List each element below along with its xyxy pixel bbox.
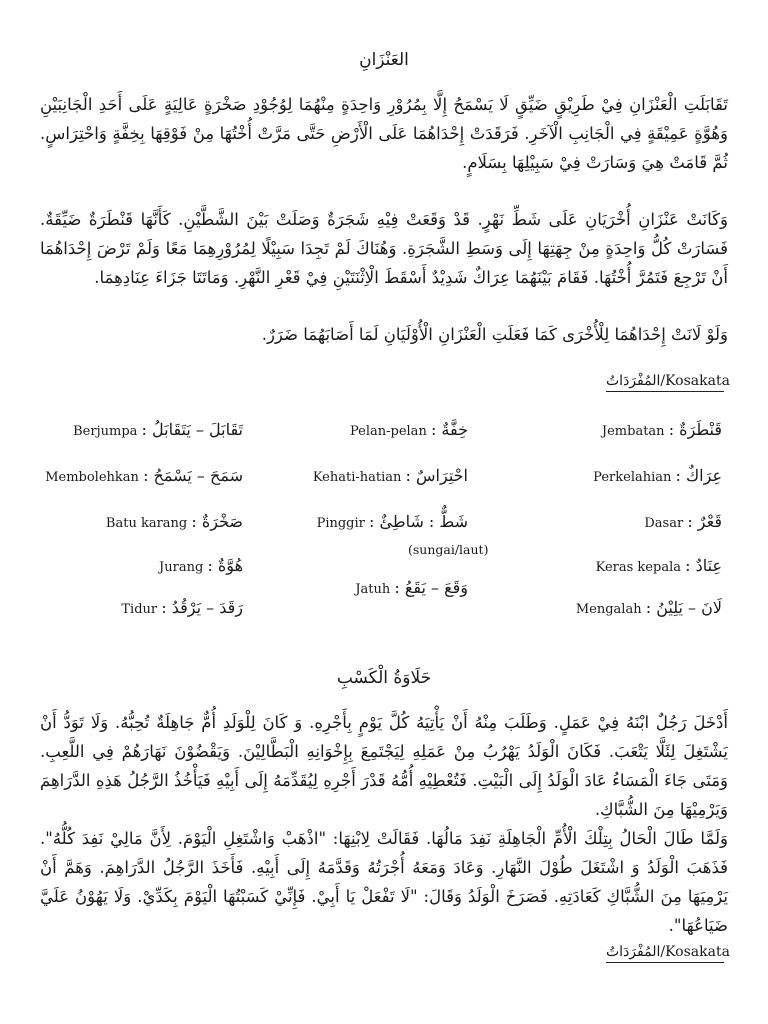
vocab-arabic: هُوَّةٌ : [207, 556, 243, 575]
vocab-item [45, 466, 243, 485]
vocab-indonesian: Jatuh [355, 582, 391, 597]
vocab-item [313, 466, 468, 485]
vocab-indonesian: Tidur [121, 602, 158, 617]
vocab-item [596, 556, 722, 575]
vocab-indonesian: Jembatan [601, 424, 665, 439]
vocab-indonesian: Dasar [644, 516, 684, 531]
vocab-arabic: احْتِرَاسٌ : [405, 466, 468, 485]
kosakata-heading: المُفْرَدَاتُ/Kosakata [606, 373, 724, 392]
vocab-indonesian: Berjumpa [73, 424, 138, 439]
vocab-note: (sungai/laut) [408, 542, 489, 557]
vocab-arabic: قَنْطَرَةٌ : [668, 420, 722, 439]
vocab-arabic: لَانَ – يَلِيْنُ : [645, 598, 722, 617]
vocab-indonesian: Batu karang [105, 516, 188, 531]
story2-paragraph-2: وَلَمَّا طَالَ الْحَالُ بِتِلْكَ الْأُمِّ الْجَاهِلَةِ نَفِدَ مَالُهَا. فَقَالَتْ لِابْنِهَا: "اذْهَبْ وَاشْتَغِلِ الْيَوْمَ. لِأَنَّ مَالِيْ نَفِدَ كُلُّهُ". فَذَهَبَ الْوَلَدُ وَ اشْتَغَلَ طُوْلَ النَّهَارِ. وَعَادَ وَمَعَهُ أُجْرَتُهُ وَقَدَّمَهُ إِلَى أَبِيْهِ. فَأَخَذَ الرَّجُلُ الدَّرَاهِمَ. وَهَمَّ أَنْ يَرْمِيَهَا مِنَ الشُّبَّاكِ كَعَادَتِهِ. فَصَرَخَ الْوَلَدُ وَقَالَ: "لَا تَفْعَلْ يَا أَبِيْ. فَإِنِّيْ كَسَبْتُهَا الْيَوْمَ بِكَدِّيْ. وَلَا يَهُوْنُ عَلَيَّ ضَيَاعُهَا". [40, 829, 728, 935]
vocab-arabic: عِنَادٌ : [685, 556, 722, 575]
vocab-item [106, 512, 243, 531]
story1-paragraph-2: وَكَانَتْ عَنْزَانِ أُخْرَيَانِ عَلَى شَطِّ نَهْرٍ. قَدْ وَقَعَتْ فِيْهِ شَجَرَةٌ وَصَلَتْ بَيْنَ الشَّطَّيْنِ. كَأَنَّهَا قَنْطَرَةٌ ضَيِّقَةٌ. فَسَارَتْ كُلُّ وَاحِدَةٍ مِنْ جِهَتِهَا إِلَى وَسَطِ الشَّجَرَةِ. وَهُنَاكَ لَمْ تَجِدَا سَبِيْلًا لِمُرُوْرِهِمَا مَعًا وَلَمْ تَرْضَ إِحْدَاهُمَا أَنْ تَرْجِعَ فَتَمُرَّ أُخْتُهَا. فَقَامَ بَيْنَهُمَا عِرَاكٌ شَدِيْدٌ أَسْقَطَ الْاِثْنَتَيْنِ فِيْ قَعْرِ النَّهْرِ. وَمَاتَتَا جَزَاءَ عِنَادِهِمَا. [40, 210, 728, 287]
vocab-indonesian: Membolehkan [45, 470, 139, 485]
vocab-indonesian: Jurang [159, 560, 204, 575]
vocab-arabic: رَقَدَ – يَرْقُدُ : [161, 598, 243, 617]
vocab-item [317, 512, 468, 531]
vocab-indonesian: Pinggir [316, 516, 365, 531]
vocab-indonesian: Mengalah [575, 602, 642, 617]
story1-paragraph-1: تَقَابَلَتِ الْعَنْزَانِ فِيْ طَرِيْقٍ ضَيِّقٍ لَا يَسْمَحُ إِلَّا بِمُرُوْرِ وَاحِدَةٍ مِنْهُمَا لِوُجُوْدِ صَخْرَةٍ عَالِيَةٍ عَلَى أَحَدِ الْجَانِبَيْنِ وَهُوَّةٍ عَمِيْقَةٍ فِي الْجَانِبِ الْآخَرِ. فَرَقَدَتْ إِحْدَاهُمَا عَلَى الْأَرْضِ حَتَّى مَرَّتْ أُخْتُهَا مِنْ فَوْقِهَا بِخِفَّةٍ وَاحْتِرَاسٍ. ثُمَّ قَامَتْ هِيَ وَسَارَتْ فِيْ سَبِيْلِهَا بِسَلَامٍ. [40, 95, 728, 172]
vocab-item [121, 598, 243, 617]
vocab-arabic: شَطٌّ : شَاطِئٌ : [369, 512, 468, 531]
vocab-item [73, 420, 243, 439]
vocab-item [350, 420, 468, 439]
vocab-item [355, 578, 468, 597]
vocab-item [159, 556, 243, 575]
vocab-item [644, 512, 722, 531]
story2-paragraph-1: أَدْخَلَ رَجُلٌ ابْنَهُ فِيْ عَمَلٍ. وَطَلَبَ مِنْهُ أَنْ يَأْتِيَهُ كُلَّ يَوْمٍ بِأَجْرِهِ. وَ كَانَ لِلْوَلَدِ أُمٌّ جَاهِلَةٌ تُحِبُّهُ. وَلَا تَوَدُّ أَنْ يَشْتَغِلَ لِئَلَّا يَتْعَبَ. فَكَانَ الْوَلَدُ يَهْرُبُ مِنْ عَمَلِهِ لِيَجْتَمِعَ بِإِخْوَانِهِ الْبَطَّالِيْنَ. وَيَقْضُوْنَ نَهَارَهُمْ فِي اللَّعِبِ. وَمَتَى جَاءَ الْمَسَاءُ عَادَ الْوَلَدُ إِلَى الْبَيْتِ. فَتُعْطِيْهِ أُمُّهُ قَدْرَ أَجْرِهِ لِيُقَدِّمَهُ إِلَى أَبِيْهِ فَيَأْخُذُ الرَّجُلُ هَذِهِ الدَّرَاهِمَ وَيَرْمِيْهَا مِنَ الشُّبَّاكِ. [40, 713, 728, 819]
vocab-arabic: عِرَاكٌ : [675, 466, 722, 485]
vocab-item [593, 466, 722, 485]
vocab-indonesian: Perkelahian [593, 470, 672, 485]
vocab-arabic: تَقَابَلَ – يَتَقَابَلُ : [141, 420, 243, 439]
story1-paragraph-3: وَلَوْ لَانَتْ إِحْدَاهُمَا لِلْأُخْرَى كَمَا فَعَلَتِ الْعَنْزَانِ الْأُوْلَيَانِ لَمَا أَصَابَهُمَا ضَرَرٌ. [261, 325, 728, 344]
vocab-indonesian: Pelan-pelan [349, 424, 427, 439]
vocab-arabic: وَقَعَ – يَقَعُ : [394, 578, 468, 597]
story-title-goats: العَنْزَانِ [359, 50, 409, 70]
vocab-arabic: سَمَحَ – يَسْمَحُ : [143, 466, 243, 485]
vocab-indonesian: Keras kepala [595, 560, 681, 575]
vocab-arabic: قَعْرٌ : [687, 512, 722, 531]
vocab-arabic: صَخْرَةٌ : [191, 512, 243, 531]
kosakata-heading-2: المُفْرَدَاتُ/Kosakata [606, 944, 724, 963]
vocab-arabic: خِفَّةٌ : [430, 420, 468, 439]
story-title-sweetness-of-earning: حَلَاوَةُ الْكَسْبِ [336, 668, 432, 688]
vocab-item [576, 598, 722, 617]
vocab-indonesian: Kehati-hatian [312, 470, 402, 485]
vocab-item [602, 420, 722, 439]
